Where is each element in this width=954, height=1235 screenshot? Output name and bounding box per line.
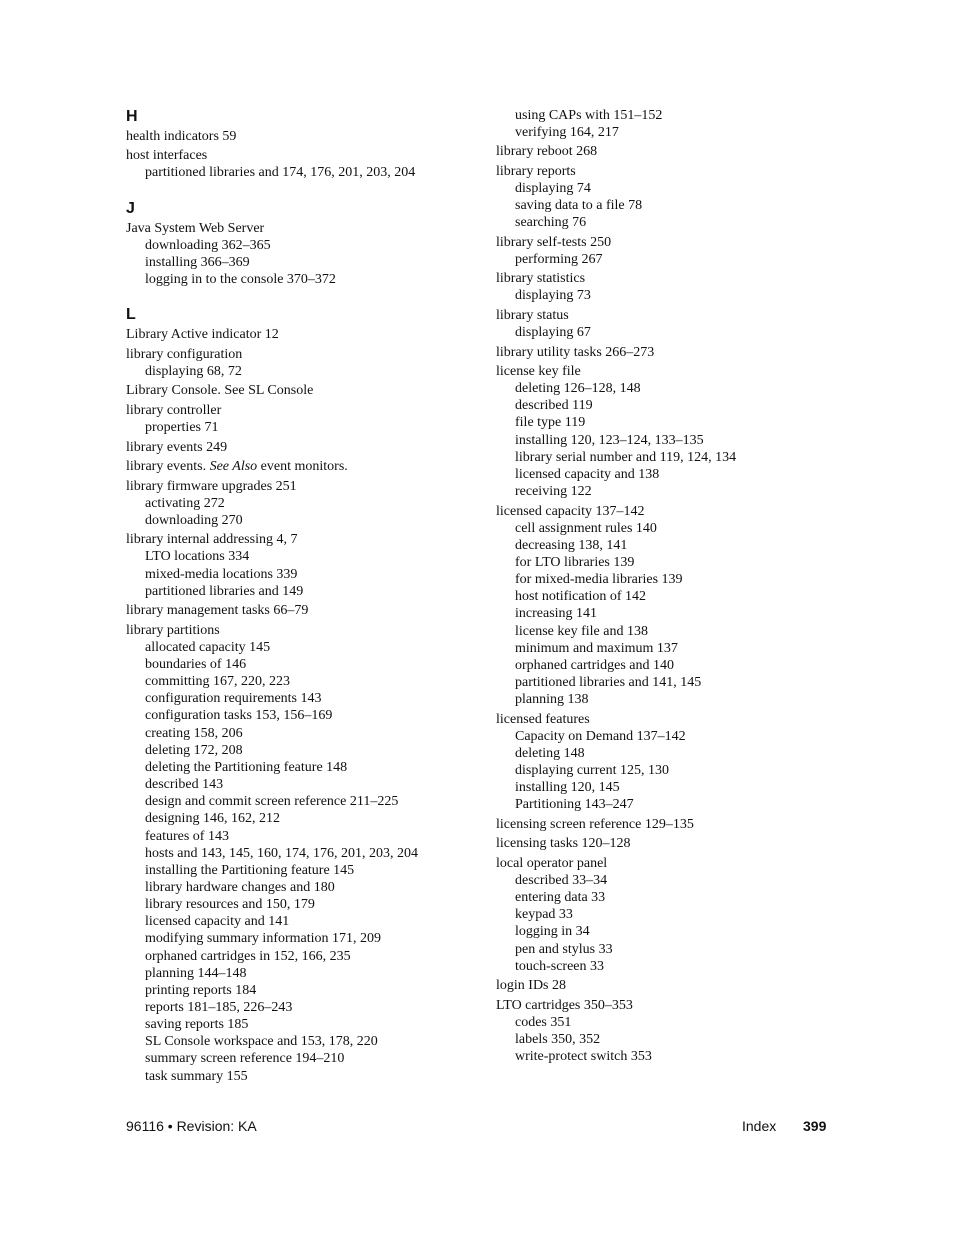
index-subentry: planning 144–148 — [145, 966, 247, 981]
index-subentry: design and commit screen reference 211–225 — [145, 794, 399, 809]
index-entry: library self-tests 250 — [496, 235, 612, 250]
index-entry: library utility tasks 266–273 — [496, 345, 655, 360]
index-entry: library configuration — [126, 347, 243, 362]
index-subentry: receiving 122 — [515, 484, 592, 499]
index-subentry: library resources and 150, 179 — [145, 897, 315, 912]
index-subentry: installing 366–369 — [145, 255, 250, 270]
index-subentry: codes 351 — [515, 1015, 572, 1030]
index-entry: Library Console. See SL Console — [126, 383, 314, 398]
index-subentry: using CAPs with 151–152 — [515, 108, 663, 123]
index-entry: LTO cartridges 350–353 — [496, 998, 633, 1013]
index-subentry: displaying 67 — [515, 325, 591, 340]
index-subentry: host notification of 142 — [515, 589, 647, 604]
index-subentry: deleting the Partitioning feature 148 — [145, 760, 348, 775]
index-subentry: downloading 270 — [145, 513, 243, 528]
index-subentry: LTO locations 334 — [145, 549, 250, 564]
index-subentry: saving reports 185 — [145, 1017, 249, 1032]
index-subentry: boundaries of 146 — [145, 657, 247, 672]
index-entry: Library Active indicator 12 — [126, 327, 279, 342]
index-entry — [126, 458, 348, 475]
index-subentry: downloading 362–365 — [145, 238, 271, 253]
entry-text: library events. — [126, 459, 210, 474]
index-subentry: partitioned libraries and 141, 145 — [515, 675, 702, 690]
index-subentry: for mixed-media libraries 139 — [515, 572, 683, 587]
index-subentry: searching 76 — [515, 215, 587, 230]
index-subentry: properties 71 — [145, 420, 219, 435]
index-entry: library partitions — [126, 623, 220, 638]
index-subentry: library hardware changes and 180 — [145, 880, 335, 895]
index-subentry: mixed-media locations 339 — [145, 567, 298, 582]
index-subentry: reports 181–185, 226–243 — [145, 1000, 293, 1015]
index-entry: library internal addressing 4, 7 — [126, 532, 298, 547]
index-subentry: displaying current 125, 130 — [515, 763, 669, 778]
index-subentry: entering data 33 — [515, 890, 606, 905]
index-subentry: licensed capacity and 141 — [145, 914, 290, 929]
index-subentry: file type 119 — [515, 415, 586, 430]
index-subentry: planning 138 — [515, 692, 589, 707]
index-subentry: configuration requirements 143 — [145, 691, 322, 706]
index-subentry: touch-screen 33 — [515, 959, 605, 974]
index-subentry: partitioned libraries and 174, 176, 201, 203, 204 — [145, 165, 416, 180]
page-number: 399 — [803, 1118, 827, 1134]
index-subentry: displaying 68, 72 — [145, 364, 242, 379]
index-subentry: committing 167, 220, 223 — [145, 674, 291, 689]
index-entry: licensed features — [496, 712, 590, 727]
index-subentry: for LTO libraries 139 — [515, 555, 635, 570]
index-entry: library statistics — [496, 271, 586, 286]
index-subentry: minimum and maximum 137 — [515, 641, 678, 656]
index-subentry: described 33–34 — [515, 873, 608, 888]
index-entry: licensed capacity 137–142 — [496, 504, 645, 519]
index-section-letter: H — [126, 108, 138, 125]
index-subentry: designing 146, 162, 212 — [145, 811, 280, 826]
index-entry: library status — [496, 308, 569, 323]
index-entry: library controller — [126, 403, 222, 418]
index-entry: library management tasks 66–79 — [126, 603, 309, 618]
index-subentry: installing 120, 145 — [515, 780, 620, 795]
index-subentry: allocated capacity 145 — [145, 640, 271, 655]
index-subentry: write-protect switch 353 — [515, 1049, 652, 1064]
footer-doc-revision: 96116 • Revision: KA — [126, 1118, 257, 1134]
index-subentry: Partitioning 143–247 — [515, 797, 634, 812]
index-subentry: printing reports 184 — [145, 983, 257, 998]
index-entry: library firmware upgrades 251 — [126, 479, 297, 494]
index-section-letter: J — [126, 200, 135, 217]
index-subentry: performing 267 — [515, 252, 603, 267]
index-subentry: logging in to the console 370–372 — [145, 272, 336, 287]
index-entry: licensing tasks 120–128 — [496, 836, 631, 851]
index-subentry: increasing 141 — [515, 606, 598, 621]
index-subentry: cell assignment rules 140 — [515, 521, 657, 536]
index-subentry: logging in 34 — [515, 924, 590, 939]
index-subentry: decreasing 138, 141 — [515, 538, 628, 553]
index-subentry: orphaned cartridges in 152, 166, 235 — [145, 949, 351, 964]
index-subentry: configuration tasks 153, 156–169 — [145, 708, 333, 723]
index-subentry: library serial number and 119, 124, 134 — [515, 450, 737, 465]
index-entry: host interfaces — [126, 148, 208, 163]
index-subentry: SL Console workspace and 153, 178, 220 — [145, 1034, 378, 1049]
entry-text: event monitors. — [257, 459, 348, 474]
index-subentry: Capacity on Demand 137–142 — [515, 729, 686, 744]
index-subentry: partitioned libraries and 149 — [145, 584, 304, 599]
index-subentry: deleting 126–128, 148 — [515, 381, 641, 396]
index-entry: Java System Web Server — [126, 221, 265, 236]
index-subentry: displaying 74 — [515, 181, 591, 196]
index-entry: login IDs 28 — [496, 978, 566, 993]
index-section-letter: L — [126, 306, 136, 323]
index-entry: health indicators 59 — [126, 129, 237, 144]
index-subentry: task summary 155 — [145, 1069, 248, 1084]
index-subentry: installing 120, 123–124, 133–135 — [515, 433, 704, 448]
index-entry: license key file — [496, 364, 581, 379]
index-entry: library events 249 — [126, 440, 228, 455]
index-subentry: described 119 — [515, 398, 593, 413]
index-subentry: installing the Partitioning feature 145 — [145, 863, 355, 878]
index-subentry: features of 143 — [145, 829, 229, 844]
index-subentry: displaying 73 — [515, 288, 591, 303]
index-subentry: license key file and 138 — [515, 624, 648, 639]
index-subentry: keypad 33 — [515, 907, 573, 922]
index-subentry: labels 350, 352 — [515, 1032, 601, 1047]
index-subentry: activating 272 — [145, 496, 225, 511]
index-subentry: orphaned cartridges and 140 — [515, 658, 674, 673]
index-subentry: pen and stylus 33 — [515, 942, 613, 957]
index-subentry: verifying 164, 217 — [515, 125, 619, 140]
index-subentry: creating 158, 206 — [145, 726, 243, 741]
index-subentry: deleting 172, 208 — [145, 743, 243, 758]
index-subentry: summary screen reference 194–210 — [145, 1051, 345, 1066]
index-subentry: hosts and 143, 145, 160, 174, 176, 201, 203, 204 — [145, 846, 418, 861]
index-entry: local operator panel — [496, 856, 608, 871]
footer-section-title: Index — [742, 1118, 777, 1134]
index-subentry: described 143 — [145, 777, 224, 792]
index-entry: licensing screen reference 129–135 — [496, 817, 694, 832]
cross-reference-label: See Also — [209, 459, 258, 474]
index-subentry: modifying summary information 171, 209 — [145, 931, 382, 946]
index-subentry: licensed capacity and 138 — [515, 467, 660, 482]
index-entry: library reports — [496, 164, 576, 179]
index-subentry: deleting 148 — [515, 746, 585, 761]
index-subentry: saving data to a file 78 — [515, 198, 643, 213]
index-entry: library reboot 268 — [496, 144, 598, 159]
